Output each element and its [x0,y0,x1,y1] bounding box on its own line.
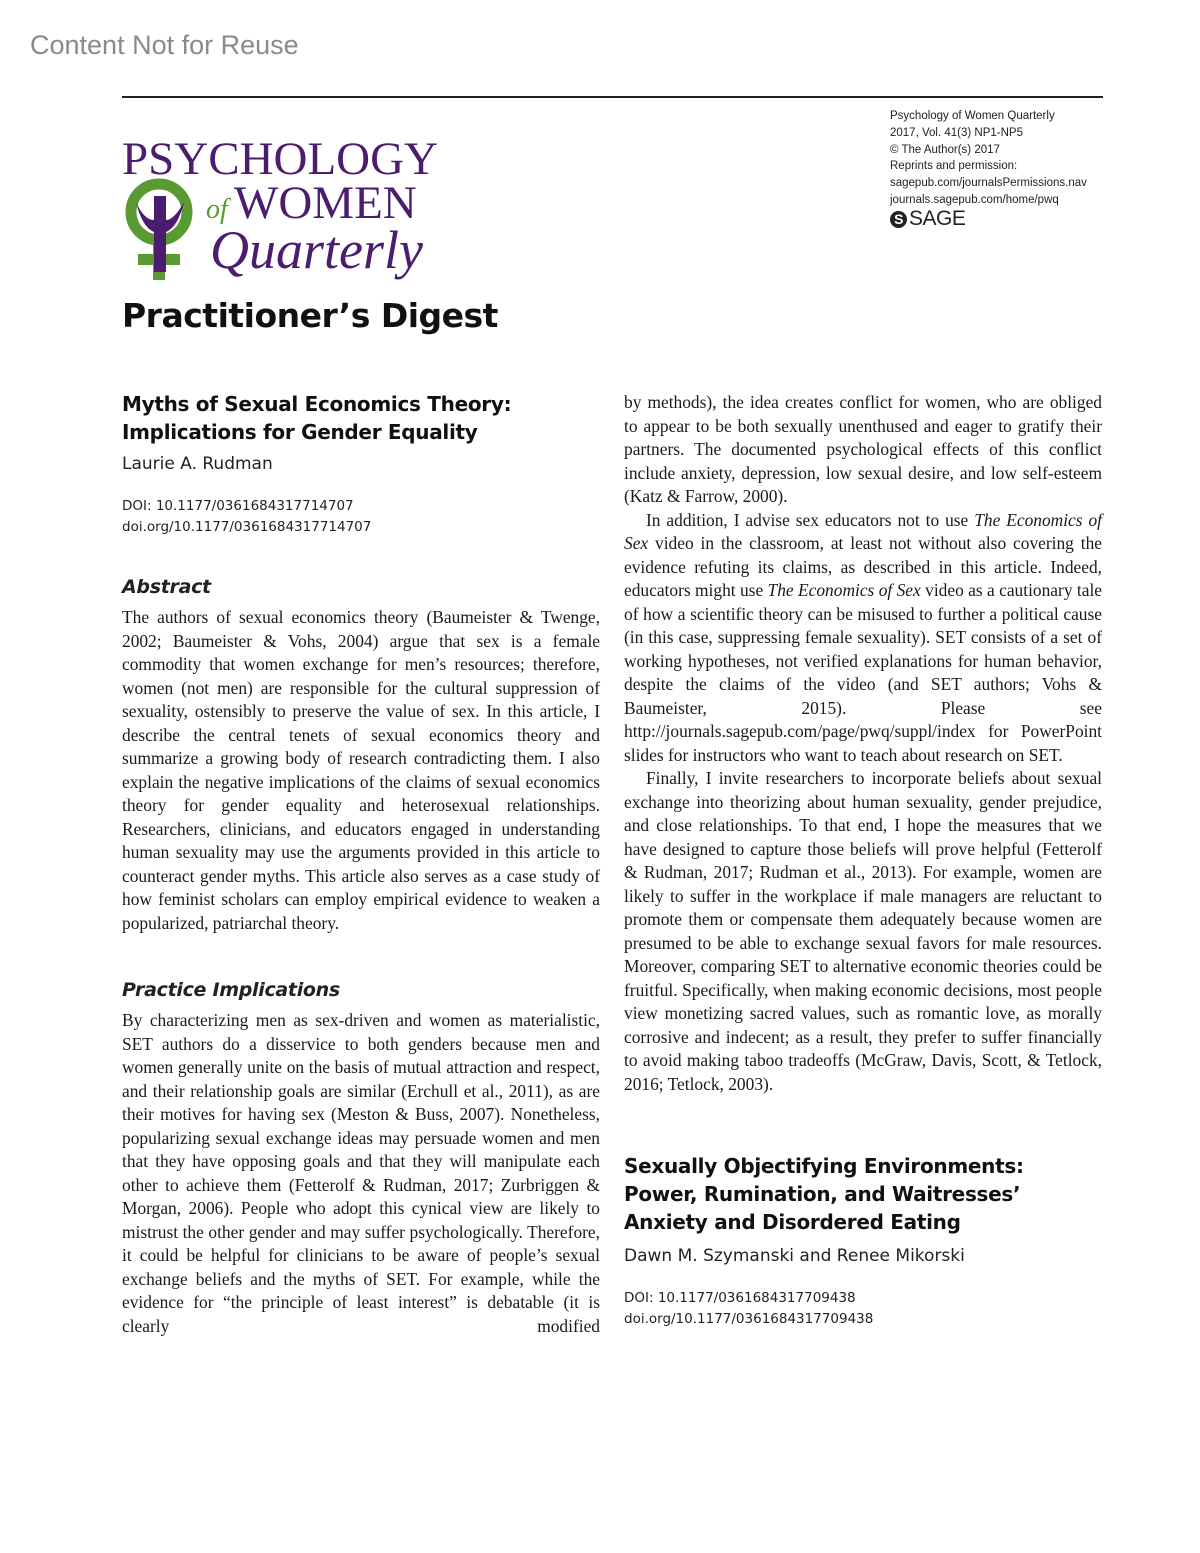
practice-heading: Practice Implications [122,979,340,1001]
journal-volume: 2017, Vol. 41(3) NP1-NP5 [890,126,1023,139]
practice-paragraph-1-continued: by methods), the idea creates conflict for women, who are obliged to appear to be both sexually unenthused and eager to gratify their partners. The documented psychological effects of this conflict include anxiety, depression, low sexual desire, and low self-esteem (Katz & Farrow, 2000). [624,392,1102,506]
p2-text-a: In addition, I advise sex educators not to use [646,509,975,530]
p2-video-title-2: The Economics of Sex [767,580,921,600]
left-column [122,390,600,1338]
journal-link[interactable]: journals.sagepub.com/home/pwq [890,193,1059,206]
watermark: Content Not for Reuse [30,30,299,60]
logo-line2: WOMEN [234,177,417,229]
practice-paragraph-1: By characterizing men as sex-driven and women as materialistic, SET authors do a disservice to both genders because men and women generally unite on the basis of mutual attraction and respect, and their relationship goals are similar (Erchull et al., 2011), as are their motives for having sex (Meston & Buss, 2007). Nonetheless, popularizing sexual exchange ideas may persuade women and men that they have opposing goals and that they will manipulate each other to achieve them (Fetterolf & Rudman, 2017; Zurbriggen & Morgan, 2006). People who adopt this cynical view are likely to mistrust the other gender and may suffer psychologically. Therefore, it could be helpful for clinicians to be aware of people’s sexual exchange beliefs and the myths of SET. For example, while the evidence for “the principle of least interest” is debatable (it is clearly modified [122,1010,600,1336]
p2-text-b: video in the classroom, at least not without also covering the evidence refuting its claims, as described in this article. Indeed, educators might use [624,533,1102,600]
p2-video-title-1: The Economics of Sex [624,509,1102,553]
article2-doi-text: DOI: 10.1177/0361684317709438 [624,1290,856,1306]
article1-title: Myths of Sexual Economics Theory: Implications for Gender Equality [122,392,512,444]
article2-author: Dawn M. Szymanski and Renee Mikorski [624,1246,965,1266]
journal-info [890,108,1087,228]
copyright: © The Author(s) 2017 [890,143,1000,156]
reprints-label: Reprints and permission: [890,160,1018,173]
article2-doi [624,1288,1102,1330]
sage-s-icon: S [890,211,907,228]
practice-paragraph-2 [624,509,1102,768]
article2-title: Sexually Objectifying Environments: Power, Rumination, and Waitresses’ Anxiety and Disordered Eating [624,1154,1024,1234]
sage-label: SAGE [909,206,966,230]
header-rule [122,96,1103,98]
article1-author: Laurie A. Rudman [122,454,273,474]
section-title: Practitioner’s Digest [122,296,498,335]
p2-text-c: video as a cautionary tale of how a scientific theory can be misused to further a political cause (in this case, suppressing female sexuality). SET consists of a set of working hypotheses, not verified explanations for human behavior, despite the claims of the video (and SET authors; Vohs & Baumeister, 2015). Please see http://journals.sagepub.com/page/pwq/suppl/index for PowerPoint slides for instructors who want to teach about research on SET. [624,580,1102,765]
logo-line1: PSYCHOLOGY [122,133,438,185]
journal-name: Psychology of Women Quarterly [890,110,1055,122]
venus-symbol-icon [131,184,187,280]
abstract-text: The authors of sexual economics theory (Baumeister & Twenge, 2002; Baumeister & Vohs, 2004) argue that sex is a female commodity that women exchange for men’s resources; therefore, women (not men) are responsible for the cultural suppression of sexuality, ostensibly to preserve the value of sex. In this article, I describe the central tenets of sexual economics theory and summarize a growing body of research contradicting them. I also explain the negative implications of the claims of sexual economics theory for gender equality and heterosexual relationships. Researchers, clinicians, and educators engaged in understanding human sexuality may use the arguments provided in this article to counteract gender myths. This article also serves as a case study of how feminist scholars can employ empirical evidence to weaken a popularized, patriarchal theory. [122,607,600,933]
permissions-link[interactable]: sagepub.com/journalsPermissions.nav [890,177,1087,190]
logo-line3: Quarterly [210,220,423,280]
right-column [624,391,1102,1330]
sage-logo [890,206,1087,230]
logo-of: of [206,194,228,225]
journal-logo [122,132,442,282]
article1-doi-text: DOI: 10.1177/0361684317714707 [122,498,354,514]
abstract-heading: Abstract [122,576,211,598]
article2-doi-link[interactable]: doi.org/10.1177/0361684317709438 [624,1311,874,1327]
article1-doi [122,496,600,538]
practice-paragraph-3: Finally, I invite researchers to incorporate beliefs about sexual exchange into theorizing about human sexuality, gender prejudice, and close relationships. To that end, I hope the measures that we have designed to capture those beliefs will prove helpful (Fetterolf & Rudman, 2017; Rudman et al., 2013). For example, women are likely to suffer in the workplace if male managers are reluctant to promote them or compensate them adequately because women are presumed to be able to exchange sexual favors for male resources. Moreover, comparing SET to alternative economic theories could be fruitful. Specifically, when making economic decisions, most people view monetizing sacred values, such as romantic love, as morally corrosive and indecent; as a result, they prefer to suffer financially to avoid making taboo tradeoffs (McGraw, Davis, Scott, & Tetlock, 2016; Tetlock, 2003). [624,768,1102,1094]
article1-doi-link[interactable]: doi.org/10.1177/0361684317714707 [122,519,372,535]
